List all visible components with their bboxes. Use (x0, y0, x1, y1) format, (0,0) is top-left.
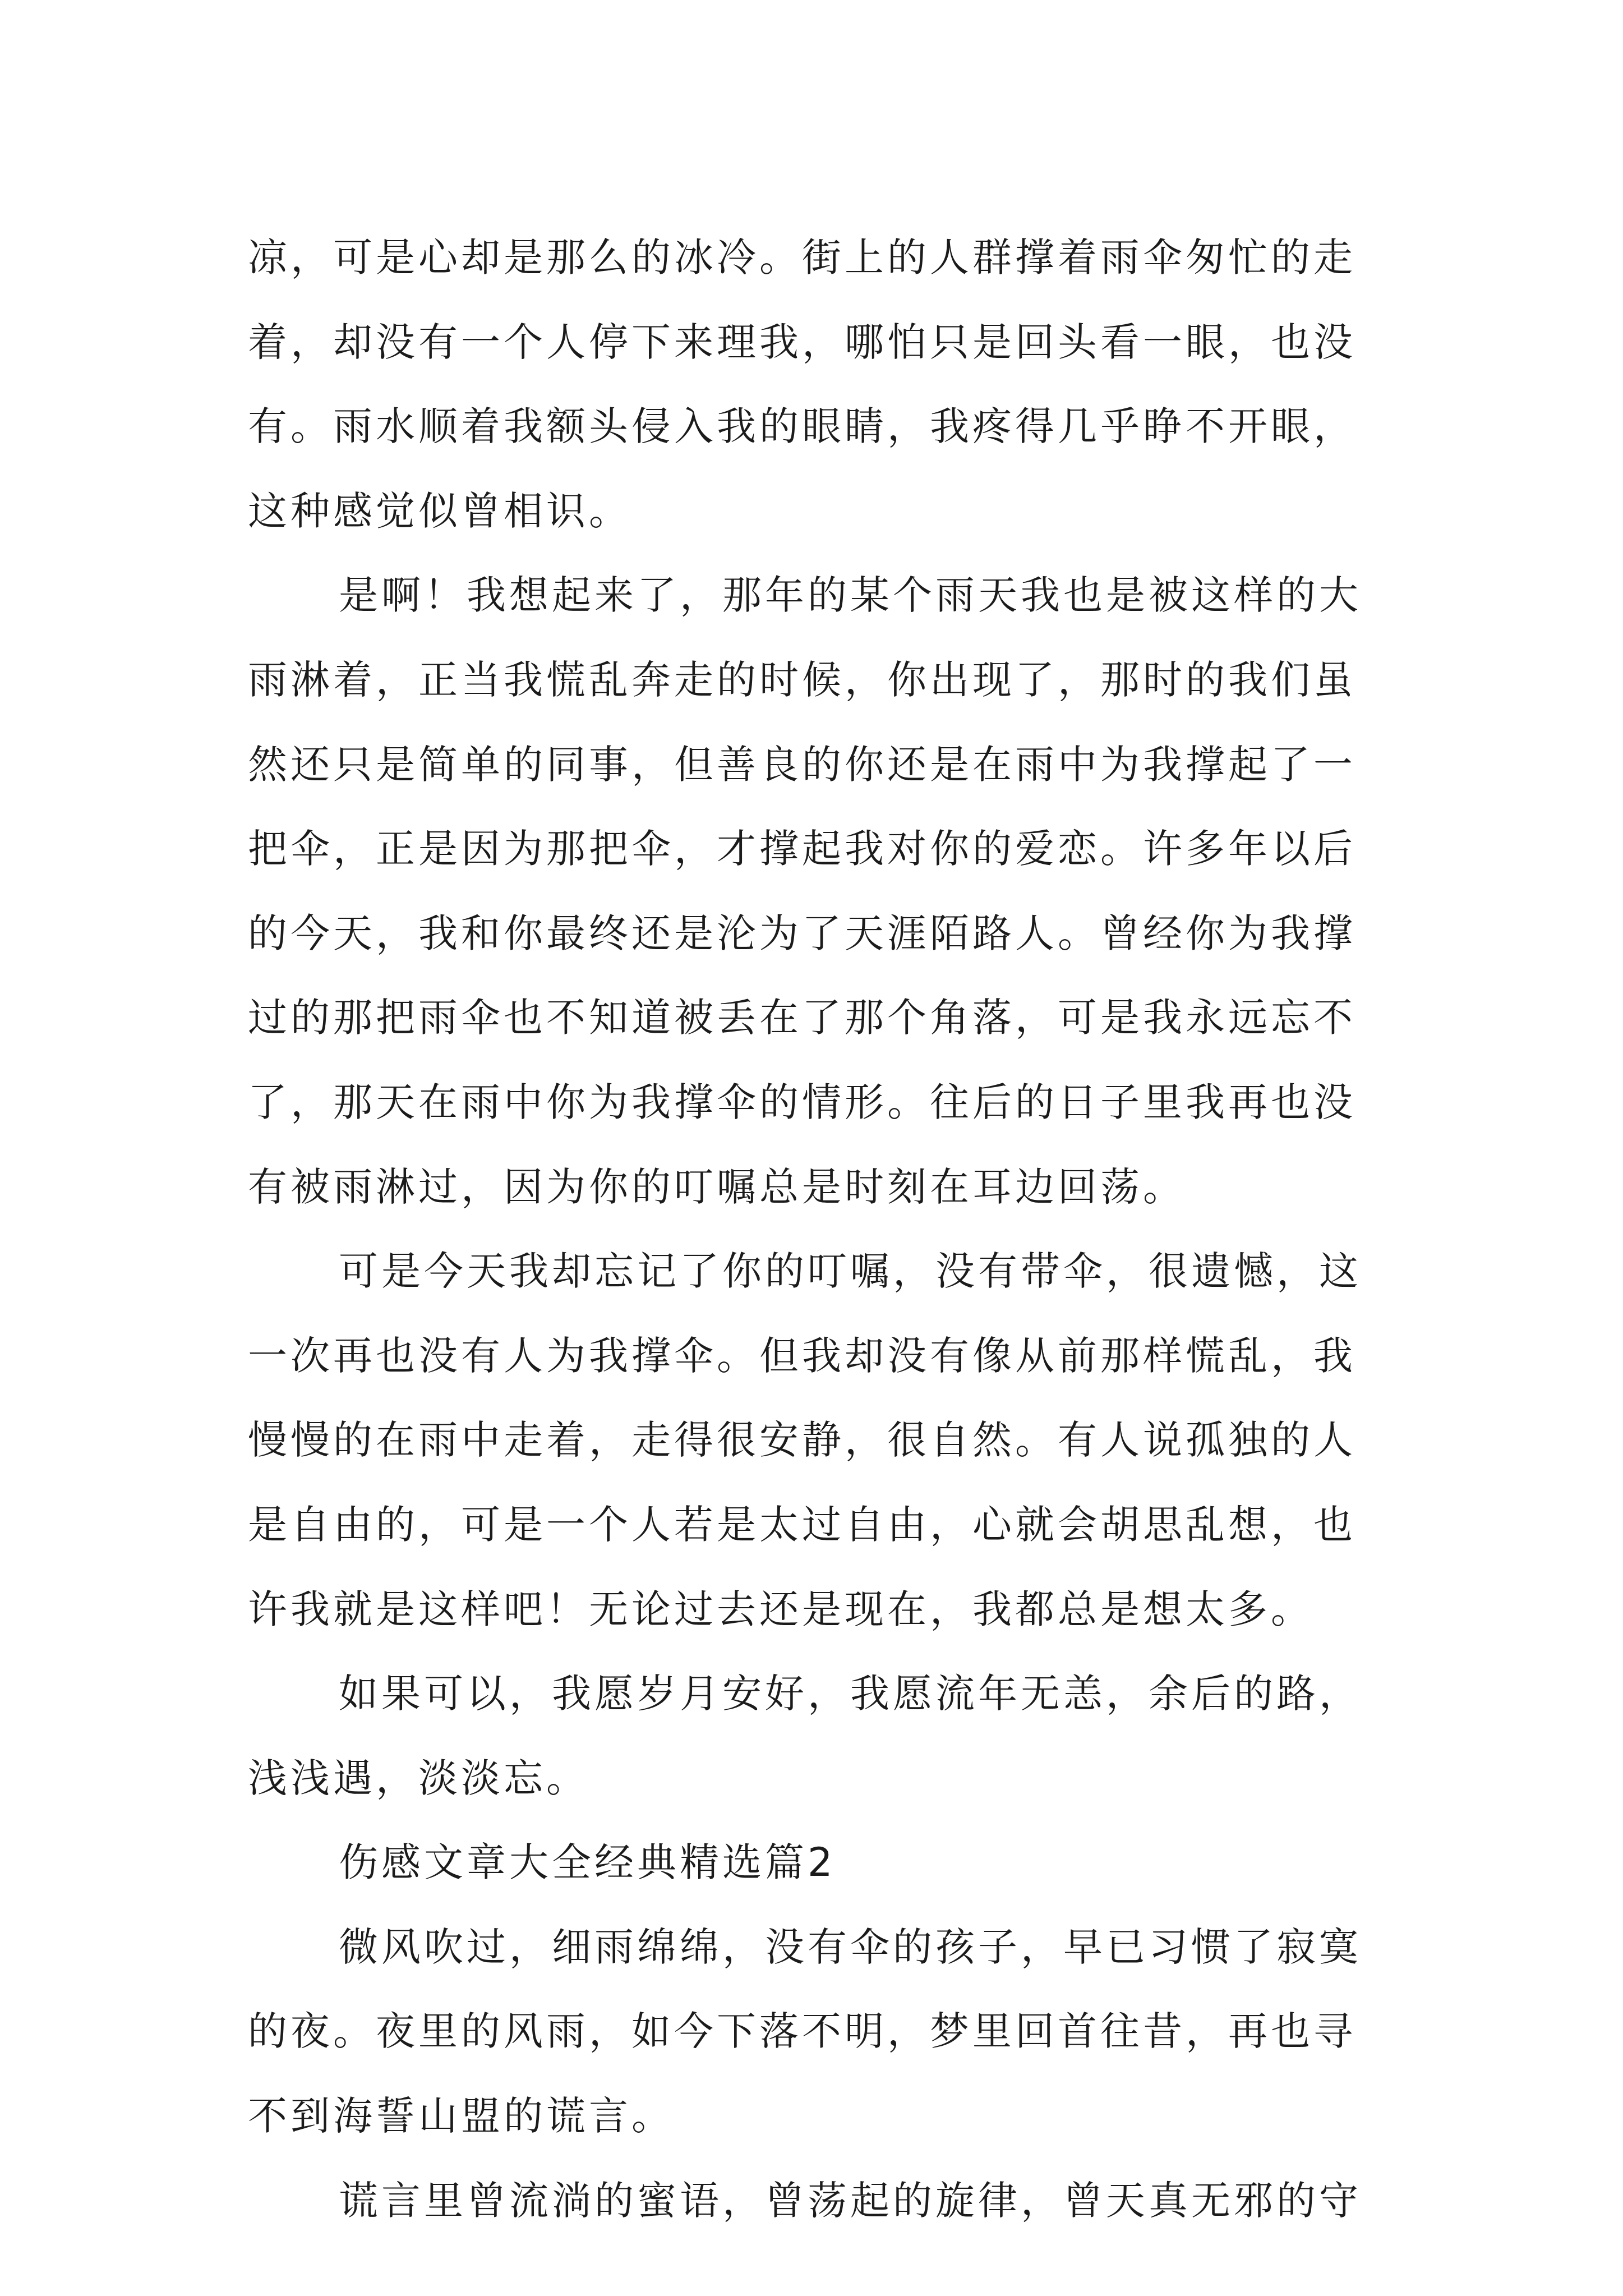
text-line: 是自由的，可是一个人若是太过自由，心就会胡思乱想，也 (248, 1501, 1356, 1548)
paragraph-4 (248, 1651, 1403, 1820)
text-line: 这种感觉似曾相识。 (248, 487, 631, 534)
paragraph-1 (248, 215, 1403, 553)
text-line: 雨淋着，正当我慌乱奔走的时候，你出现了，那时的我们虽 (248, 656, 1356, 703)
text-line: 着，却没有一个人停下来理我，哪怕只是回头看一眼，也没 (248, 319, 1356, 365)
text-line: 的今天，我和你最终还是沦为了天涯陌路人。曾经你为我撑 (248, 910, 1356, 956)
text-line: 然还只是简单的同事，但善良的你还是在雨中为我撑起了一 (248, 741, 1356, 788)
text-line: 浅浅遇，淡淡忘。 (248, 1755, 589, 1801)
paragraph-5 (248, 1905, 1403, 2159)
paragraph-3 (248, 1229, 1403, 1651)
text-line: 慢慢的在雨中走着，走得很安静，很自然。有人说孤独的人 (248, 1417, 1356, 1464)
paragraph-2 (248, 553, 1403, 1229)
text-line: 许我就是这样吧！无论过去还是现在，我都总是想太多。 (248, 1586, 1313, 1632)
text-line: 微风吹过，细雨绵绵，没有伞的孩子，早已习惯了寂寞 (339, 1924, 1362, 1970)
text-line: 有被雨淋过，因为你的叮嘱总是时刻在耳边回荡。 (248, 1163, 1186, 1210)
text-line: 的夜。夜里的风雨，如今下落不明，梦里回首往昔，再也寻 (248, 2008, 1356, 2055)
text-line: 有。雨水顺着我额头侵入我的眼睛，我疼得几乎睁不开眼， (248, 403, 1356, 450)
text-line: 是啊！我想起来了，那年的某个雨天我也是被这样的大 (339, 572, 1362, 619)
text-line: 不到海誓山盟的谎言。 (248, 2093, 674, 2139)
text-line: 凉，可是心却是那么的冰冷。街上的人群撑着雨伞匆忙的走 (248, 234, 1356, 280)
text-line: 过的那把雨伞也不知道被丢在了那个角落，可是我永远忘不 (248, 995, 1356, 1041)
text-line: 如果可以，我愿岁月安好，我愿流年无恙，余后的路， (339, 1671, 1362, 1717)
section-heading (248, 1820, 1403, 1905)
text-line: 一次再也没有人为我撑伞。但我却没有像从前那样慌乱，我 (248, 1332, 1356, 1379)
paragraph-6 (248, 2159, 1403, 2243)
heading-text: 伤感文章大全经典精选篇2 (339, 1839, 836, 1886)
text-line: 了，那天在雨中你为我撑伞的情形。往后的日子里我再也没 (248, 1079, 1356, 1125)
document-body (248, 215, 1403, 2243)
text-line: 可是今天我却忘记了你的叮嘱，没有带伞，很遗憾，这 (339, 1248, 1362, 1295)
text-line: 谎言里曾流淌的蜜语，曾荡起的旋律，曾天真无邪的守 (339, 2177, 1362, 2224)
text-line: 把伞，正是因为那把伞，才撑起我对你的爱恋。许多年以后 (248, 826, 1356, 872)
